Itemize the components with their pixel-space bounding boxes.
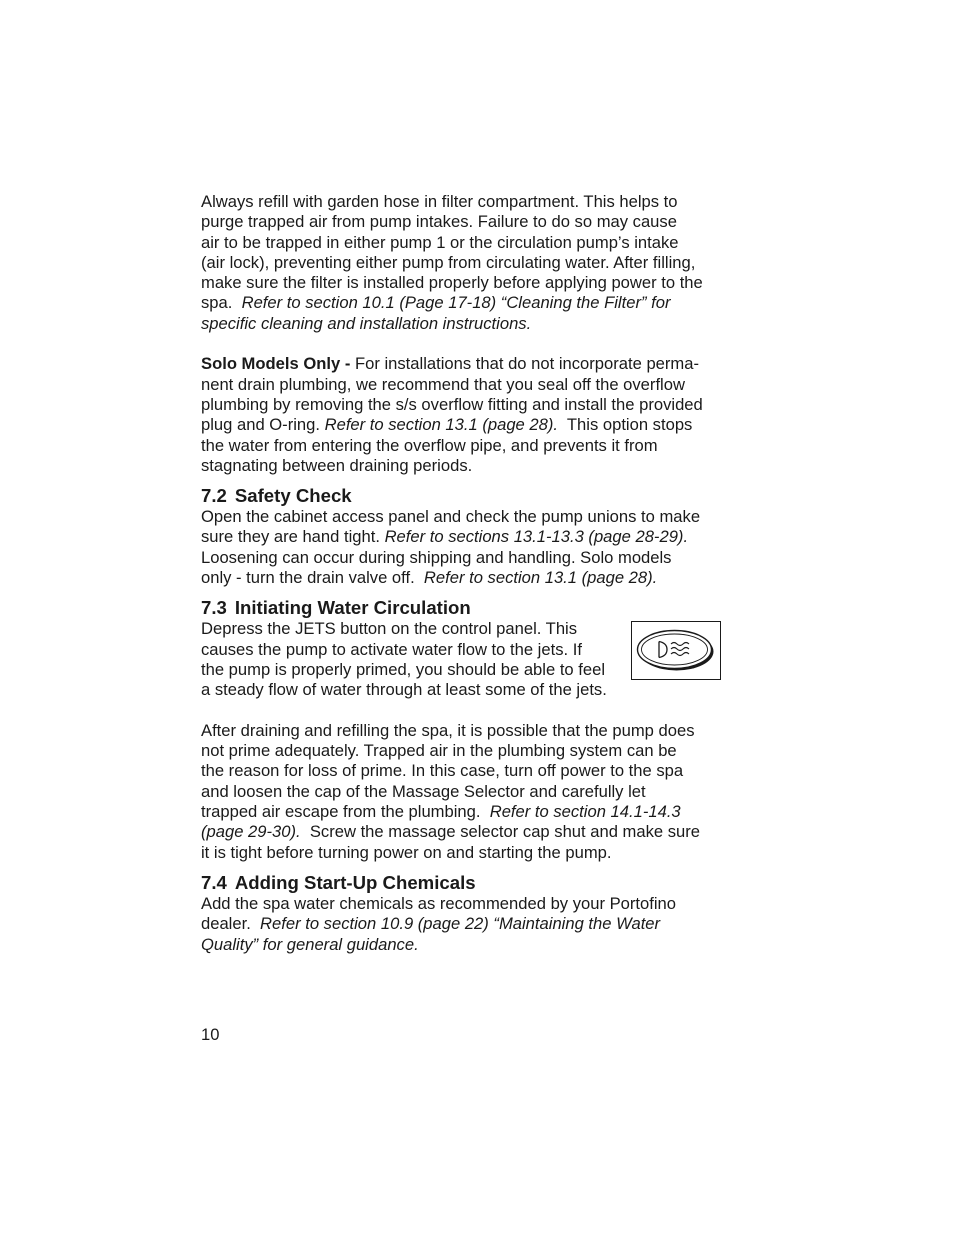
text-line [201,527,725,547]
section-number: 7.2 [201,485,227,507]
reference-text: (page 29-30). [201,822,301,842]
section-number: 7.4 [201,871,227,893]
text-run: plug and O-ring. [201,415,325,435]
jets-button-icon [632,622,719,678]
reference-text: Refer to section 13.1 (page 28). [324,415,558,435]
text-run: spa. [201,293,242,313]
text-line: Depress the JETS button on the control panel. This [201,619,578,639]
reference-text: Refer to sections 13.1-13.3 (page 28-29). [384,527,689,547]
text-line: Always refill with garden hose in filter compartment. This helps to [201,192,678,211]
text-line: Add the spa water chemicals as recommended by your Portofino [201,893,677,913]
priming-paragraph [201,721,725,863]
text-line: air to be trapped in either pump 1 or the circulation pump’s intake [201,232,679,252]
paragraph-gap [201,701,725,721]
section-title: Safety Check [234,485,352,507]
text-line: (air lock), preventing either pump from circulating water. After filling, [201,252,696,272]
chemicals-paragraph [201,894,725,955]
text-run: Screw the massage selector cap shut and make sure [300,822,701,842]
text-run: For installations that do not incorporate perma- [354,354,700,374]
section-heading-7-2 [201,485,725,507]
text-run: This option stops [557,415,693,435]
text-line: and loosen the cap of the Massage Selector and carefully let [201,781,646,801]
text-line: stagnating between draining periods. [201,455,473,475]
section-title: Adding Start-Up Chemicals [234,871,476,893]
text-line: not prime adequately. Trapped air in the plumbing system can be [201,741,677,761]
text-line [201,914,725,934]
page-body [201,192,725,955]
text-run: dealer. [201,914,261,934]
reference-text: Refer to section 14.1-14.3 [489,802,681,822]
reference-text: Refer to section 10.1 (Page 17-18) “Cleaning the Filter” for [241,293,671,313]
section-heading-7-3 [201,597,725,619]
text-line [201,802,725,822]
solo-label: Solo Models Only - [201,354,355,374]
safety-check-paragraph [201,507,725,588]
reference-text: Refer to section 13.1 (page 28). [423,568,658,588]
paragraph-gap [201,334,725,354]
text-line: make sure the filter is installed properly before applying power to the [201,273,703,293]
text-line: a steady flow of water through at least some of the jets. [201,680,607,700]
text-line [201,293,725,313]
reference-text: specific cleaning and installation instructions. [201,313,532,333]
reference-text: Quality” for general guidance. [201,934,419,954]
text-line [201,822,725,842]
text-run: only - turn the drain valve off. [201,568,424,588]
text-run: trapped air escape from the plumbing. [201,802,490,822]
text-line: After draining and refilling the spa, it is possible that the pump does [201,720,695,740]
reference-text: Refer to section 10.9 (page 22) “Maintaining the Water [260,914,661,934]
text-line: the water from entering the overflow pipe, and prevents it from [201,435,658,455]
intro-paragraph [201,192,725,334]
text-line [201,415,725,435]
text-line: nent drain plumbing, we recommend that you seal off the overflow [201,374,685,394]
section-7-3 [201,597,725,700]
text-line [201,354,725,374]
text-line: purge trapped air from pump intakes. Failure to do so may cause [201,212,677,232]
text-line: it is tight before turning power on and starting the pump. [201,842,612,862]
section-title: Initiating Water Circulation [234,597,471,619]
text-line: the pump is properly primed, you should be able to feel [201,659,606,679]
text-line: the reason for loss of prime. In this case, turn off power to the spa [201,761,684,781]
text-line: Open the cabinet access panel and check the pump unions to make [201,507,701,527]
text-line: plumbing by removing the s/s overflow fitting and install the provided [201,394,703,414]
page-number: 10 [201,1025,220,1044]
text-line [201,568,725,588]
section-number: 7.3 [201,597,227,619]
jets-button-figure [631,621,721,680]
section-heading-7-4 [201,872,725,894]
text-line [201,935,725,955]
text-line: Loosening can occur during shipping and handling. Solo models [201,547,672,567]
text-run: sure they are hand tight. [201,527,385,547]
text-line [201,314,725,334]
solo-paragraph [201,354,725,476]
text-line: causes the pump to activate water flow to the jets. If [201,639,582,659]
